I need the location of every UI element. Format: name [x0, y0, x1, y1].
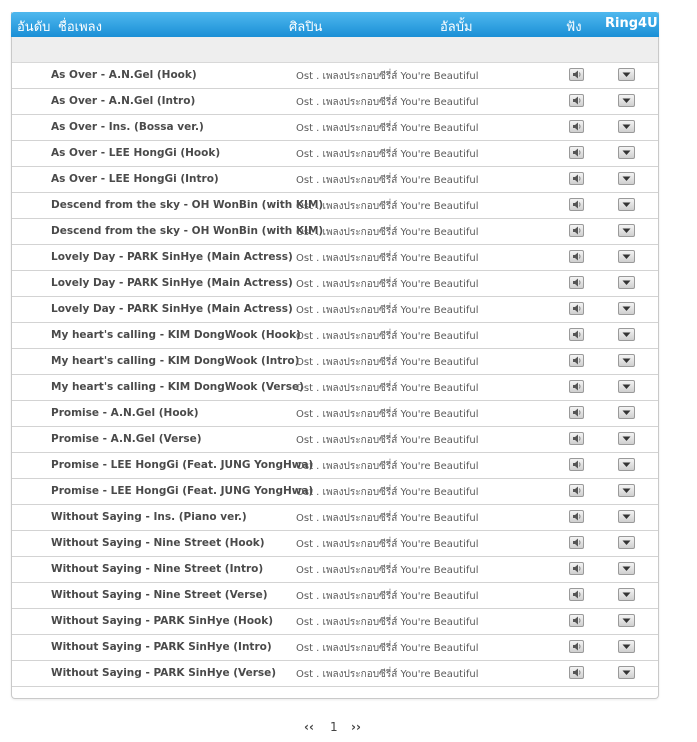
- dropdown-arrow-icon[interactable]: [618, 614, 635, 627]
- header-album: อัลบั้ม: [440, 20, 473, 35]
- table-row: [12, 505, 658, 531]
- speaker-icon[interactable]: [569, 510, 584, 523]
- speaker-icon[interactable]: [569, 302, 584, 315]
- speaker-icon[interactable]: [569, 666, 584, 679]
- song-title-link[interactable]: Descend from the sky - OH WonBin (with KIM): [51, 199, 324, 211]
- song-title-link[interactable]: Descend from the sky - OH WonBin (with KIM): [51, 225, 324, 237]
- table-row: [12, 271, 658, 297]
- artist-album-text: Ost . เพลงประกอบซีรี่ส์ You're Beautiful: [296, 123, 479, 134]
- speaker-icon[interactable]: [569, 640, 584, 653]
- dropdown-arrow-icon[interactable]: [618, 380, 635, 393]
- next-page-link[interactable]: ››: [351, 720, 361, 734]
- page-number-link[interactable]: 1: [330, 720, 338, 734]
- dropdown-arrow-icon[interactable]: [618, 354, 635, 367]
- dropdown-arrow-icon[interactable]: [618, 458, 635, 471]
- artist-album-text: Ost . เพลงประกอบซีรี่ส์ You're Beautiful: [296, 513, 479, 524]
- speaker-icon[interactable]: [569, 68, 584, 81]
- speaker-icon[interactable]: [569, 614, 584, 627]
- artist-album-text: Ost . เพลงประกอบซีรี่ส์ You're Beautiful: [296, 97, 479, 108]
- song-title-link[interactable]: My heart's calling - KIM DongWook (Verse): [51, 381, 304, 393]
- speaker-icon[interactable]: [569, 380, 584, 393]
- table-row: [12, 115, 658, 141]
- table-body: [12, 63, 658, 687]
- dropdown-arrow-icon[interactable]: [618, 484, 635, 497]
- header-rank: อันดับ: [17, 20, 51, 35]
- dropdown-arrow-icon[interactable]: [618, 68, 635, 81]
- artist-album-text: Ost . เพลงประกอบซีรี่ส์ You're Beautiful: [296, 461, 479, 472]
- artist-album-text: Ost . เพลงประกอบซีรี่ส์ You're Beautiful: [296, 305, 479, 316]
- table-row: [12, 63, 658, 89]
- table-row: [12, 427, 658, 453]
- dropdown-arrow-icon[interactable]: [618, 276, 635, 289]
- table-row: [12, 219, 658, 245]
- song-title-link[interactable]: Promise - A.N.Gel (Hook): [51, 407, 199, 419]
- song-title-link[interactable]: As Over - Ins. (Bossa ver.): [51, 121, 204, 133]
- artist-album-text: Ost . เพลงประกอบซีรี่ส์ You're Beautiful: [296, 591, 479, 602]
- song-table: [11, 12, 659, 699]
- dropdown-arrow-icon[interactable]: [618, 302, 635, 315]
- dropdown-arrow-icon[interactable]: [618, 562, 635, 575]
- artist-album-text: Ost . เพลงประกอบซีรี่ส์ You're Beautiful: [296, 279, 479, 290]
- artist-album-text: Ost . เพลงประกอบซีรี่ส์ You're Beautiful: [296, 643, 479, 654]
- artist-album-text: Ost . เพลงประกอบซีรี่ส์ You're Beautiful: [296, 409, 479, 420]
- table-row: [12, 245, 658, 271]
- table-row: [12, 453, 658, 479]
- table-row: [12, 167, 658, 193]
- speaker-icon[interactable]: [569, 224, 584, 237]
- table-row: [12, 349, 658, 375]
- speaker-icon[interactable]: [569, 354, 584, 367]
- artist-album-text: Ost . เพลงประกอบซีรี่ส์ You're Beautiful: [296, 487, 479, 498]
- table-row: [12, 557, 658, 583]
- table-row: [12, 323, 658, 349]
- table-row: [12, 531, 658, 557]
- song-title-link[interactable]: Promise - LEE HongGi (Feat. JUNG YongHwa): [51, 485, 314, 497]
- song-title-link[interactable]: Lovely Day - PARK SinHye (Main Actress): [51, 303, 293, 315]
- dropdown-arrow-icon[interactable]: [618, 536, 635, 549]
- song-title-link[interactable]: Without Saying - Nine Street (Hook): [51, 537, 265, 549]
- table-row: [12, 89, 658, 115]
- artist-album-text: Ost . เพลงประกอบซีรี่ส์ You're Beautiful: [296, 253, 479, 264]
- dropdown-arrow-icon[interactable]: [618, 640, 635, 653]
- table-row: [12, 609, 658, 635]
- artist-album-text: Ost . เพลงประกอบซีรี่ส์ You're Beautiful: [296, 201, 479, 212]
- artist-album-text: Ost . เพลงประกอบซีรี่ส์ You're Beautiful: [296, 669, 479, 680]
- song-title-link[interactable]: As Over - LEE HongGi (Intro): [51, 173, 219, 185]
- speaker-icon[interactable]: [569, 120, 584, 133]
- song-title-link[interactable]: Without Saying - PARK SinHye (Intro): [51, 641, 272, 653]
- speaker-icon[interactable]: [569, 172, 584, 185]
- dropdown-arrow-icon[interactable]: [618, 224, 635, 237]
- song-title-link[interactable]: Without Saying - Nine Street (Intro): [51, 563, 264, 575]
- artist-album-text: Ost . เพลงประกอบซีรี่ส์ You're Beautiful: [296, 617, 479, 628]
- speaker-icon[interactable]: [569, 536, 584, 549]
- speaker-icon[interactable]: [569, 328, 584, 341]
- song-title-link[interactable]: Lovely Day - PARK SinHye (Main Actress): [51, 277, 293, 289]
- header-ring4u: Ring4U: [605, 16, 658, 31]
- header-song: ชื่อเพลง: [58, 20, 102, 35]
- dropdown-arrow-icon[interactable]: [618, 510, 635, 523]
- table-row: [12, 583, 658, 609]
- dropdown-arrow-icon[interactable]: [618, 120, 635, 133]
- dropdown-arrow-icon[interactable]: [618, 250, 635, 263]
- artist-album-text: Ost . เพลงประกอบซีรี่ส์ You're Beautiful: [296, 227, 479, 238]
- table-row: [12, 375, 658, 401]
- song-title-link[interactable]: As Over - LEE HongGi (Hook): [51, 147, 221, 159]
- speaker-icon[interactable]: [569, 276, 584, 289]
- speaker-icon[interactable]: [569, 458, 584, 471]
- dropdown-arrow-icon[interactable]: [618, 94, 635, 107]
- speaker-icon[interactable]: [569, 562, 584, 575]
- table-row: [12, 635, 658, 661]
- song-title-link[interactable]: Promise - LEE HongGi (Feat. JUNG YongHwa): [51, 459, 314, 471]
- table-row: [12, 297, 658, 323]
- artist-album-text: Ost . เพลงประกอบซีรี่ส์ You're Beautiful: [296, 435, 479, 446]
- artist-album-text: Ost . เพลงประกอบซีรี่ส์ You're Beautiful: [296, 383, 479, 394]
- artist-album-text: Ost . เพลงประกอบซีรี่ส์ You're Beautiful: [296, 331, 479, 342]
- table-row: [12, 193, 658, 219]
- song-title-link[interactable]: Without Saying - PARK SinHye (Verse): [51, 667, 277, 679]
- speaker-icon[interactable]: [569, 198, 584, 211]
- artist-album-text: Ost . เพลงประกอบซีรี่ส์ You're Beautiful: [296, 175, 479, 186]
- song-title-link[interactable]: Without Saying - Nine Street (Verse): [51, 589, 268, 601]
- prev-page-link[interactable]: ‹‹: [304, 720, 314, 734]
- speaker-icon[interactable]: [569, 588, 584, 601]
- song-title-link[interactable]: My heart's calling - KIM DongWook (Hook): [51, 329, 301, 341]
- speaker-icon[interactable]: [569, 146, 584, 159]
- artist-album-text: Ost . เพลงประกอบซีรี่ส์ You're Beautiful: [296, 149, 479, 160]
- pagination: [0, 720, 697, 736]
- table-subheader: [12, 37, 658, 63]
- speaker-icon[interactable]: [569, 250, 584, 263]
- song-title-link[interactable]: Without Saying - Ins. (Piano ver.): [51, 511, 247, 523]
- table-row: [12, 141, 658, 167]
- speaker-icon[interactable]: [569, 406, 584, 419]
- dropdown-arrow-icon[interactable]: [618, 198, 635, 211]
- song-title-link[interactable]: Promise - A.N.Gel (Verse): [51, 433, 202, 445]
- song-title-link[interactable]: Without Saying - PARK SinHye (Hook): [51, 615, 274, 627]
- header-listen: ฟัง: [566, 20, 582, 35]
- artist-album-text: Ost . เพลงประกอบซีรี่ส์ You're Beautiful: [296, 357, 479, 368]
- dropdown-arrow-icon[interactable]: [618, 666, 635, 679]
- artist-album-text: Ost . เพลงประกอบซีรี่ส์ You're Beautiful: [296, 539, 479, 550]
- dropdown-arrow-icon[interactable]: [618, 328, 635, 341]
- table-row: [12, 479, 658, 505]
- song-title-link[interactable]: Lovely Day - PARK SinHye (Main Actress): [51, 251, 293, 263]
- dropdown-arrow-icon[interactable]: [618, 406, 635, 419]
- artist-album-text: Ost . เพลงประกอบซีรี่ส์ You're Beautiful: [296, 565, 479, 576]
- dropdown-arrow-icon[interactable]: [618, 588, 635, 601]
- song-title-link[interactable]: As Over - A.N.Gel (Intro): [51, 95, 196, 107]
- table-header: [11, 12, 659, 37]
- song-title-link[interactable]: My heart's calling - KIM DongWook (Intro): [51, 355, 300, 367]
- table-row: [12, 661, 658, 687]
- speaker-icon[interactable]: [569, 484, 584, 497]
- song-title-link[interactable]: As Over - A.N.Gel (Hook): [51, 69, 197, 81]
- header-artist: ศิลปิน: [289, 20, 323, 35]
- speaker-icon[interactable]: [569, 94, 584, 107]
- dropdown-arrow-icon[interactable]: [618, 146, 635, 159]
- artist-album-text: Ost . เพลงประกอบซีรี่ส์ You're Beautiful: [296, 71, 479, 82]
- table-row: [12, 401, 658, 427]
- dropdown-arrow-icon[interactable]: [618, 172, 635, 185]
- speaker-icon[interactable]: [569, 432, 584, 445]
- dropdown-arrow-icon[interactable]: [618, 432, 635, 445]
